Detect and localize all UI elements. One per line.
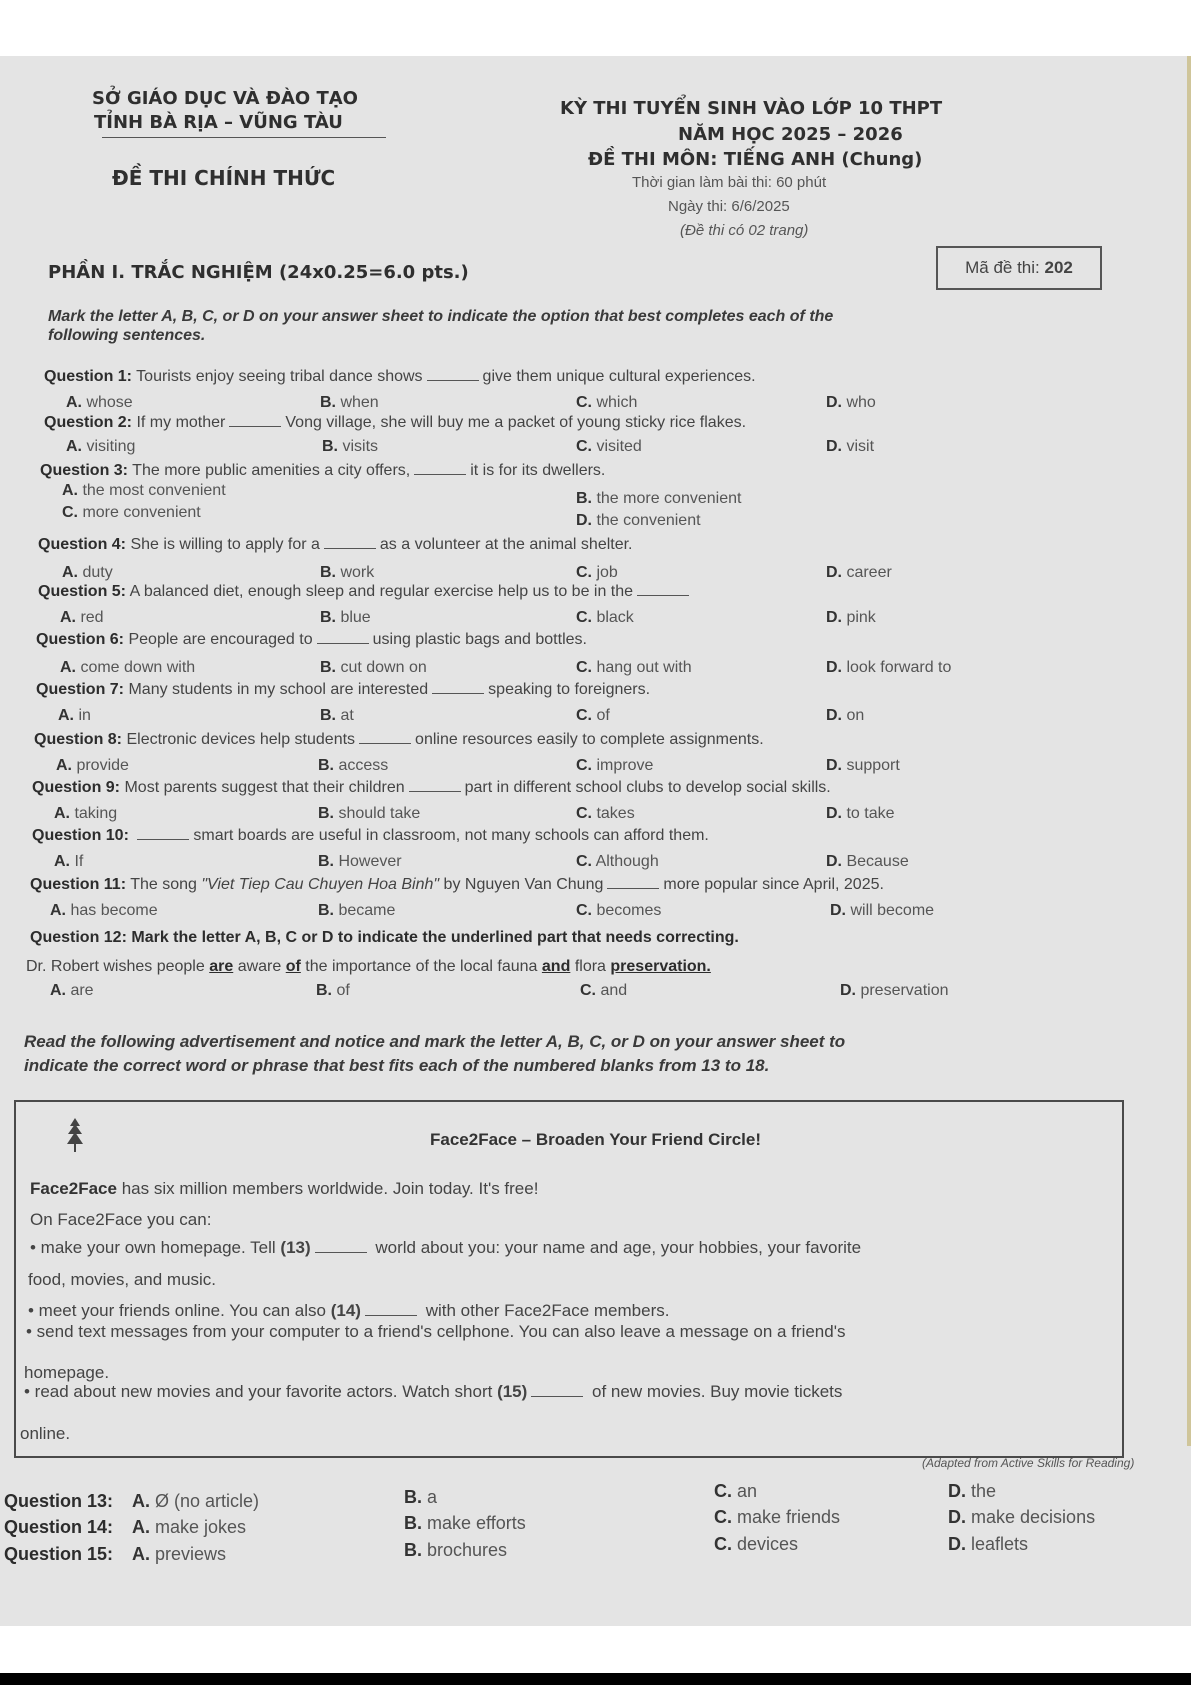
question-3-stem xyxy=(40,462,605,480)
option-letter: D. xyxy=(826,438,842,455)
q12-sentence xyxy=(26,958,711,976)
question-3-text-after: it is for its dwellers. xyxy=(470,462,606,479)
question-4-option-b[interactable] xyxy=(320,564,374,582)
option-text: should take xyxy=(338,805,421,822)
question-label-text: Question 14: xyxy=(4,1517,114,1537)
q12-underline-c: and xyxy=(541,958,571,975)
q12-part-4: flora xyxy=(574,958,606,975)
option-text: of xyxy=(596,707,610,724)
question-5-option-c[interactable] xyxy=(576,609,634,627)
q12-part-3: the importance of the local fauna xyxy=(305,958,538,975)
question-12-option-b[interactable] xyxy=(316,982,350,1000)
option-letter: C. xyxy=(576,609,592,626)
question-2-text-after: Vong village, she will buy me a packet of young sticky rice flakes. xyxy=(285,414,747,431)
option-letter: C. xyxy=(576,394,592,411)
question-13-label xyxy=(4,1491,113,1512)
q12-stem xyxy=(30,929,739,947)
option-text: duty xyxy=(82,564,113,581)
ad-bullet-4-cont: online. xyxy=(20,1424,71,1443)
header-divider xyxy=(102,137,386,138)
question-4-option-d[interactable] xyxy=(826,564,892,582)
option-letter: D. xyxy=(830,902,846,919)
question-1-option-d[interactable] xyxy=(826,394,876,412)
question-15-option-d[interactable] xyxy=(948,1534,1028,1555)
blank-15-number: (15) xyxy=(497,1382,528,1401)
option-text: on xyxy=(846,707,865,724)
question-6-stem xyxy=(36,631,587,649)
question-9-stem xyxy=(32,779,831,797)
option-text: career xyxy=(846,564,892,581)
option-letter: A. xyxy=(66,394,82,411)
question-1-blank xyxy=(427,379,479,381)
question-4-label: Question 4: xyxy=(38,536,127,553)
question-10-text-after: smart boards are useful in classroom, not many schools can afford them. xyxy=(193,827,709,844)
question-5-option-a[interactable] xyxy=(60,609,104,627)
question-4-option-a[interactable] xyxy=(62,564,113,582)
question-11-text-before: The song xyxy=(130,876,197,893)
blank-15 xyxy=(531,1395,583,1397)
option-letter: B. xyxy=(576,490,592,507)
ad-brand: Face2Face xyxy=(30,1179,117,1198)
question-5-option-d[interactable] xyxy=(826,609,876,627)
question-3-option-c[interactable] xyxy=(62,504,201,522)
ad-bullet-4 xyxy=(24,1382,842,1402)
option-letter: C. xyxy=(714,1481,732,1501)
question-5-blank xyxy=(637,594,689,596)
question-2-label: Question 2: xyxy=(44,414,133,431)
option-text: visiting xyxy=(86,438,136,455)
dept-name: SỞ GIÁO DỤC VÀ ĐÀO TẠO xyxy=(92,88,358,109)
question-5-text-before: A balanced diet, enough sleep and regular exercise help us to be in the xyxy=(129,583,634,600)
q12-underline-d: preservation. xyxy=(610,958,711,975)
option-letter: B. xyxy=(318,902,334,919)
question-11-text-after: more popular since April, 2025. xyxy=(663,876,884,893)
question-3-option-a[interactable] xyxy=(62,482,226,500)
option-text: previews xyxy=(155,1544,227,1564)
question-13-option-d[interactable] xyxy=(948,1481,996,1502)
option-text: However xyxy=(338,853,402,870)
option-letter: B. xyxy=(316,982,332,999)
question-10-stem xyxy=(32,827,709,845)
option-text: If xyxy=(74,853,84,870)
option-text: preservation xyxy=(860,982,949,999)
ad-intro-text: has six million members worldwide. Join today. It's free! xyxy=(121,1179,539,1198)
option-text: devices xyxy=(737,1534,799,1554)
option-letter: A. xyxy=(132,1517,150,1537)
option-letter: D. xyxy=(576,512,592,529)
question-11-stem xyxy=(30,876,884,894)
option-text: the most convenient xyxy=(82,482,226,499)
question-label-text: Question 15: xyxy=(4,1544,114,1564)
option-text: job xyxy=(596,564,618,581)
question-8-option-c[interactable] xyxy=(576,757,653,775)
question-9-option-d[interactable] xyxy=(826,805,894,823)
ad-bullet-2-post: with other Face2Face members. xyxy=(425,1301,670,1320)
option-letter: C. xyxy=(714,1507,732,1527)
question-1-option-c[interactable] xyxy=(576,394,637,412)
question-10-option-b[interactable] xyxy=(318,853,402,871)
option-letter: D. xyxy=(826,394,842,411)
q12-part-2: aware xyxy=(237,958,282,975)
question-7-option-a[interactable] xyxy=(58,707,91,725)
part1-title: PHẦN I. TRẮC NGHIỆM (24x0.25=6.0 pts.) xyxy=(48,262,469,283)
q12-label: Question 12: xyxy=(30,929,127,946)
page-count: (Đề thi có 02 trang) xyxy=(680,222,809,239)
question-4-text-before: She is willing to apply for a xyxy=(130,536,320,553)
option-letter: A. xyxy=(58,707,74,724)
exam-time: Thời gian làm bài thi: 60 phút xyxy=(632,174,827,191)
option-text: became xyxy=(338,902,396,919)
question-11-option-d[interactable] xyxy=(830,902,934,920)
q12-part-1: Dr. Robert wishes people xyxy=(26,958,205,975)
option-text: black xyxy=(596,609,634,626)
option-letter: C. xyxy=(576,707,592,724)
reading-instruction-1: Read the following advertisement and notice and mark the letter A, B, C, or D on your answer sheet to xyxy=(24,1032,846,1051)
question-6-option-a[interactable] xyxy=(60,659,195,677)
option-text: of xyxy=(336,982,350,999)
option-letter: A. xyxy=(50,982,66,999)
question-3-option-d[interactable] xyxy=(576,512,701,530)
question-12-option-c[interactable] xyxy=(580,982,627,1000)
ad-bullet-1-post: world about you: your name and age, your hobbies, your favorite xyxy=(375,1238,862,1257)
option-letter: C. xyxy=(576,659,592,676)
question-15-label xyxy=(4,1544,113,1565)
question-1-option-a[interactable] xyxy=(66,394,133,412)
question-15-option-b[interactable] xyxy=(404,1540,507,1561)
option-text: provide xyxy=(76,757,129,774)
question-11-option-b[interactable] xyxy=(318,902,395,920)
question-9-option-a[interactable] xyxy=(54,805,117,823)
question-1-text-after: give them unique cultural experiences. xyxy=(482,368,756,385)
option-letter: B. xyxy=(320,609,336,626)
question-1-text-before: Tourists enjoy seeing tribal dance shows xyxy=(136,368,423,385)
question-7-option-d[interactable] xyxy=(826,707,864,725)
option-letter: D. xyxy=(948,1534,966,1554)
option-letter: D. xyxy=(948,1481,966,1501)
question-1-stem xyxy=(44,368,756,386)
option-letter: D. xyxy=(826,707,842,724)
question-11-artist: by Nguyen Van Chung xyxy=(443,876,604,893)
exam-code-label: Mã đề thi: xyxy=(965,258,1040,277)
question-10-label: Question 10: xyxy=(32,827,129,844)
question-12-option-d[interactable] xyxy=(840,982,949,1000)
option-letter: C. xyxy=(576,853,592,870)
question-1-option-b[interactable] xyxy=(320,394,379,412)
option-text: at xyxy=(340,707,354,724)
option-letter: B. xyxy=(404,1513,422,1533)
question-6-blank xyxy=(317,642,369,644)
option-text: becomes xyxy=(596,902,662,919)
option-letter: C. xyxy=(576,438,592,455)
option-letter: C. xyxy=(580,982,596,999)
question-2-option-d[interactable] xyxy=(826,438,874,456)
question-8-text-before: Electronic devices help students xyxy=(126,731,356,748)
question-14-option-d[interactable] xyxy=(948,1507,1095,1528)
question-2-option-a[interactable] xyxy=(66,438,135,456)
option-text: look forward to xyxy=(846,659,952,676)
exam-date: Ngày thi: 6/6/2025 xyxy=(668,198,790,215)
option-letter: B. xyxy=(320,659,336,676)
option-letter: B. xyxy=(318,853,334,870)
option-text: are xyxy=(70,982,94,999)
question-2-option-c[interactable] xyxy=(576,438,642,456)
option-letter: B. xyxy=(404,1487,422,1507)
option-letter: C. xyxy=(576,805,592,822)
ad-intro xyxy=(30,1179,538,1199)
option-letter: A. xyxy=(56,757,72,774)
option-text: brochures xyxy=(427,1540,508,1560)
question-11-label: Question 11: xyxy=(30,876,127,893)
option-letter: C. xyxy=(576,564,592,581)
option-text: a xyxy=(427,1487,438,1507)
option-text: visit xyxy=(846,438,875,455)
option-text: who xyxy=(846,394,876,411)
option-letter: A. xyxy=(132,1544,150,1564)
option-letter: C. xyxy=(62,504,78,521)
part1-instruction-2: following sentences. xyxy=(48,327,206,344)
official-label: ĐỀ THI CHÍNH THỨC xyxy=(112,166,336,190)
option-letter: B. xyxy=(320,707,336,724)
ad-bullet-1-cont: food, movies, and music. xyxy=(28,1270,217,1289)
option-letter: B. xyxy=(322,438,338,455)
option-letter: B. xyxy=(318,757,334,774)
question-1-label: Question 1: xyxy=(44,368,133,385)
option-letter: D. xyxy=(826,564,842,581)
question-15-option-c[interactable] xyxy=(714,1534,798,1555)
question-12-option-a[interactable] xyxy=(50,982,94,1000)
question-10-option-a[interactable] xyxy=(54,853,83,871)
ad-bullet-3: • send text messages from your computer to a friend's cellphone. You can also leave a message on a friend's xyxy=(26,1322,846,1341)
option-text: will become xyxy=(850,902,935,919)
question-4-stem xyxy=(38,536,633,554)
question-6-option-c[interactable] xyxy=(576,659,692,677)
option-text: taking xyxy=(74,805,118,822)
q12-underline-b: of xyxy=(285,958,301,975)
question-3-blank xyxy=(414,473,466,475)
ad-bullet-3-cont: homepage. xyxy=(24,1363,110,1382)
option-text: whose xyxy=(86,394,133,411)
question-9-text-after: part in different school clubs to develop social skills. xyxy=(464,779,831,796)
ad-list-lead: On Face2Face you can: xyxy=(30,1210,212,1229)
question-9-option-c[interactable] xyxy=(576,805,635,823)
option-text: to take xyxy=(846,805,895,822)
q12-underline-a: are xyxy=(209,958,234,975)
option-text: blue xyxy=(340,609,371,626)
option-text: Ø (no article) xyxy=(155,1491,260,1511)
option-text: and xyxy=(600,982,628,999)
question-7-stem xyxy=(36,681,650,699)
option-text: in xyxy=(78,707,91,724)
question-8-label: Question 8: xyxy=(34,731,123,748)
option-letter: B. xyxy=(320,564,336,581)
ad-bullet-4-pre: • read about new movies and your favorite actors. Watch short xyxy=(24,1382,493,1401)
ad-bullet-1 xyxy=(30,1238,861,1258)
option-text: make efforts xyxy=(427,1513,526,1533)
question-13-option-b[interactable] xyxy=(404,1487,437,1508)
option-text: the xyxy=(971,1481,997,1501)
option-letter: D. xyxy=(826,805,842,822)
ad-title: Face2Face – Broaden Your Friend Circle! xyxy=(430,1130,761,1149)
option-text: leaflets xyxy=(971,1534,1029,1554)
question-5-stem xyxy=(38,583,693,601)
part1-instruction-1: Mark the letter A, B, C, or D on your answer sheet to indicate the option that best completes each of the xyxy=(48,308,834,325)
question-7-text-after: speaking to foreigners. xyxy=(488,681,651,698)
option-text: takes xyxy=(596,805,635,822)
option-letter: D. xyxy=(840,982,856,999)
question-3-text-before: The more public amenities a city offers, xyxy=(132,462,411,479)
question-7-blank xyxy=(432,692,484,694)
question-10-option-c[interactable] xyxy=(576,853,659,871)
question-9-text-before: Most parents suggest that their children xyxy=(124,779,405,796)
option-text: hang out with xyxy=(596,659,692,676)
question-2-blank xyxy=(229,425,281,427)
option-text: cut down on xyxy=(340,659,427,676)
reading-instruction-2: indicate the correct word or phrase that best fits each of the numbered blanks from 13 to 18. xyxy=(24,1056,770,1075)
option-letter: A. xyxy=(132,1491,150,1511)
option-letter: D. xyxy=(826,659,842,676)
option-letter: D. xyxy=(826,757,842,774)
ad-bullet-2 xyxy=(28,1301,669,1321)
question-7-option-b[interactable] xyxy=(320,707,354,725)
question-5-option-b[interactable] xyxy=(320,609,371,627)
question-4-text-after: as a volunteer at the animal shelter. xyxy=(379,536,633,553)
question-8-stem xyxy=(34,731,764,749)
question-14-option-a[interactable] xyxy=(132,1517,246,1538)
option-text: red xyxy=(80,609,104,626)
question-8-option-a[interactable] xyxy=(56,757,129,775)
question-3-option-b[interactable] xyxy=(576,490,741,508)
question-9-label: Question 9: xyxy=(32,779,121,796)
option-letter: A. xyxy=(62,564,78,581)
question-15-option-a[interactable] xyxy=(132,1544,226,1565)
question-6-option-d[interactable] xyxy=(826,659,951,677)
option-text: visits xyxy=(342,438,379,455)
option-text: Because xyxy=(846,853,909,870)
option-text: support xyxy=(846,757,900,774)
question-11-option-c[interactable] xyxy=(576,902,661,920)
option-letter: A. xyxy=(50,902,66,919)
question-8-blank xyxy=(359,742,411,744)
bottom-bar xyxy=(0,1673,1191,1685)
question-10-option-d[interactable] xyxy=(826,853,909,871)
blank-14 xyxy=(365,1314,417,1316)
option-text: when xyxy=(340,394,379,411)
question-8-option-d[interactable] xyxy=(826,757,900,775)
exam-name: KỲ THI TUYỂN SINH VÀO LỚP 10 THPT xyxy=(560,98,943,119)
question-6-text-after: using plastic bags and bottles. xyxy=(372,631,587,648)
question-14-option-c[interactable] xyxy=(714,1507,840,1528)
ad-bullet-4-post: of new movies. Buy movie tickets xyxy=(592,1382,843,1401)
question-11-option-a[interactable] xyxy=(50,902,158,920)
question-2-stem xyxy=(44,414,746,432)
ad-bullet-2-pre: • meet your friends online. You can also xyxy=(28,1301,326,1320)
question-6-option-b[interactable] xyxy=(320,659,427,677)
option-letter: D. xyxy=(948,1507,966,1527)
blank-14-number: (14) xyxy=(330,1301,361,1320)
option-letter: C. xyxy=(714,1534,732,1554)
question-label-text: Question 13: xyxy=(4,1491,114,1511)
exam-code-box xyxy=(936,246,1102,290)
option-text: has become xyxy=(70,902,158,919)
option-text: pink xyxy=(846,609,876,626)
question-9-option-b[interactable] xyxy=(318,805,420,823)
option-letter: A. xyxy=(60,659,76,676)
option-text: come down with xyxy=(80,659,196,676)
question-9-blank xyxy=(409,790,461,792)
option-text: make jokes xyxy=(155,1517,247,1537)
option-text: work xyxy=(340,564,375,581)
ad-source: (Adapted from Active Skills for Reading) xyxy=(922,1456,1135,1470)
option-letter: A. xyxy=(62,482,78,499)
option-letter: B. xyxy=(404,1540,422,1560)
option-text: which xyxy=(596,394,638,411)
question-8-option-b[interactable] xyxy=(318,757,388,775)
question-7-label: Question 7: xyxy=(36,681,125,698)
question-4-blank xyxy=(324,547,376,549)
school-year: NĂM HỌC 2025 – 2026 xyxy=(678,124,903,145)
option-letter: D. xyxy=(826,609,842,626)
question-11-blank xyxy=(607,887,659,889)
option-letter: B. xyxy=(320,394,336,411)
option-text: the convenient xyxy=(596,512,701,529)
option-text: improve xyxy=(596,757,654,774)
question-14-option-b[interactable] xyxy=(404,1513,526,1534)
question-10-blank xyxy=(137,838,189,840)
option-letter: C. xyxy=(576,757,592,774)
province-name: TỈNH BÀ RỊA – VŨNG TÀU xyxy=(94,112,343,133)
question-13-option-c[interactable] xyxy=(714,1481,757,1502)
option-letter: B. xyxy=(318,805,334,822)
paper-edge xyxy=(1187,56,1191,1446)
blank-13-number: (13) xyxy=(280,1238,311,1257)
question-13-option-a[interactable] xyxy=(132,1491,259,1512)
option-letter: C. xyxy=(576,902,592,919)
option-text: an xyxy=(737,1481,758,1501)
question-3-label: Question 3: xyxy=(40,462,129,479)
question-8-text-after: online resources easily to complete assignments. xyxy=(415,731,764,748)
option-text: more convenient xyxy=(82,504,201,521)
question-6-label: Question 6: xyxy=(36,631,125,648)
question-7-text-before: Many students in my school are interested xyxy=(128,681,429,698)
option-text: access xyxy=(338,757,389,774)
question-2-text-before: If my mother xyxy=(136,414,226,431)
option-letter: A. xyxy=(54,805,70,822)
q12-instruction: Mark the letter A, B, C or D to indicate the underlined part that needs correcting. xyxy=(131,929,739,946)
option-text: make friends xyxy=(737,1507,841,1527)
ad-bullet-1-pre: • make your own homepage. Tell xyxy=(30,1238,276,1257)
exam-code: 202 xyxy=(1044,258,1073,277)
option-letter: A. xyxy=(66,438,82,455)
exam-subject: ĐỀ THI MÔN: TIẾNG ANH (Chung) xyxy=(588,149,923,170)
question-6-text-before: People are encouraged to xyxy=(128,631,313,648)
option-letter: A. xyxy=(60,609,76,626)
option-letter: A. xyxy=(54,853,70,870)
blank-13 xyxy=(315,1251,367,1253)
question-11-song-title: "Viet Tiep Cau Chuyen Hoa Binh" xyxy=(201,876,440,893)
question-5-label: Question 5: xyxy=(38,583,127,600)
option-text: visited xyxy=(596,438,642,455)
question-7-option-c[interactable] xyxy=(576,707,610,725)
option-text: make decisions xyxy=(971,1507,1096,1527)
option-letter: D. xyxy=(826,853,842,870)
option-text: the more convenient xyxy=(596,490,742,507)
question-4-option-c[interactable] xyxy=(576,564,618,582)
question-14-label xyxy=(4,1517,113,1538)
question-2-option-b[interactable] xyxy=(322,438,378,456)
option-text: Although xyxy=(595,853,659,870)
